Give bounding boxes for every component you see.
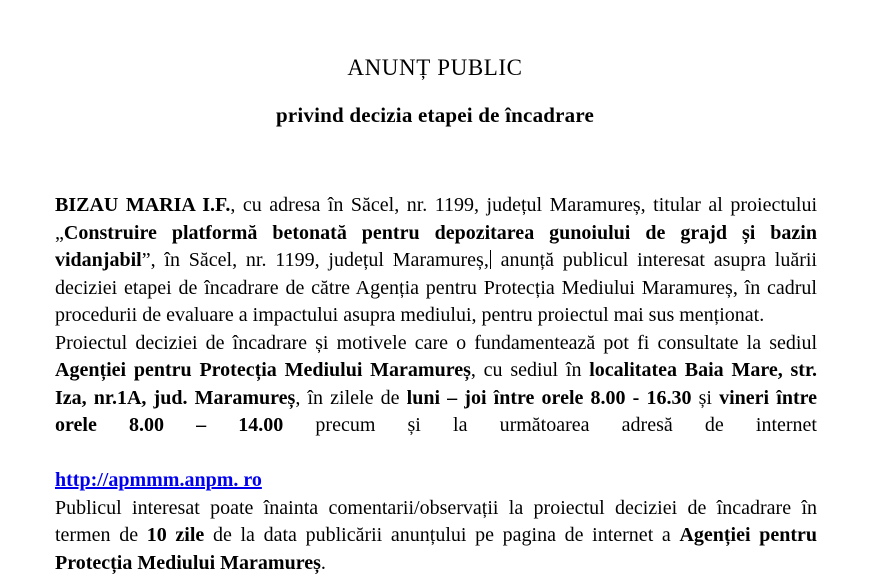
consultation-intro-text: Proiectul deciziei de încadrare și motivele care o fundamentează pot fi consultate la sediul — [55, 331, 817, 354]
project-location-text: ”, în Săcel, nr. 1199, județul Maramureș, — [141, 249, 489, 271]
paragraph-consultation-info — [55, 330, 817, 495]
comments-intro-text: Publicul interesat poate înainta comentarii/observații la proiectul deciziei de încadrare în termen de — [55, 496, 817, 546]
paragraph-applicant-notice — [55, 192, 817, 330]
page-subtitle: privind decizia etapei de încadrare — [275, 103, 595, 128]
schedule-friday: vineri între orele 8.00 – 14.00 — [55, 386, 817, 436]
schedule-intro-text: , în zilele de — [295, 386, 407, 409]
applicant-address-text: , cu adresa în Săcel, nr. 1199, județul Maramureș, titular al proiectului „ — [55, 194, 817, 244]
agency-website-link[interactable]: http://apmmm.anpm. ro — [55, 469, 262, 491]
page-title: ANUNȚ PUBLIC — [347, 55, 523, 80]
authority-connector-text: , cu sediul în — [470, 359, 590, 381]
closing-punctuation: . — [320, 551, 326, 574]
text-caret — [490, 250, 491, 269]
internet-address-intro-text: precum și la următoarea adresă de internet — [283, 414, 817, 436]
applicant-name: BIZAU MARIA I.F. — [55, 194, 231, 216]
document-body — [55, 192, 817, 577]
authority-name: Agenției pentru Protecția Mediului Maramureș — [55, 359, 471, 381]
schedule-connector-text: și — [691, 386, 720, 409]
schedule-weekdays: luni – joi între orele 8.00 - 16.30 — [406, 386, 692, 409]
project-name: Construire platformă betonată pentru depozitarea gunoiului de grajd și bazin vidanjabil — [55, 221, 817, 271]
notice-body-text: anunță publicul interesat asupra luării deciziei etapei de încadrare de către Agenția pentru Protecția Mediului Maramureș, în cadrul procedurii de evaluare a impactului asupra mediului, pentru proiectul mai sus menționat. — [55, 249, 817, 326]
publication-text: de la data publicării anunțului pe pagina de internet a — [204, 524, 680, 546]
authority-name-closing: Agenției pentru Protecția Mediului Maramureș — [55, 524, 817, 574]
paragraph-comments-deadline — [55, 495, 817, 578]
authority-address: localitatea Baia Mare, str. Iza, nr.1A, jud. Maramureș — [55, 359, 817, 409]
deadline-period: 10 zile — [146, 524, 205, 546]
